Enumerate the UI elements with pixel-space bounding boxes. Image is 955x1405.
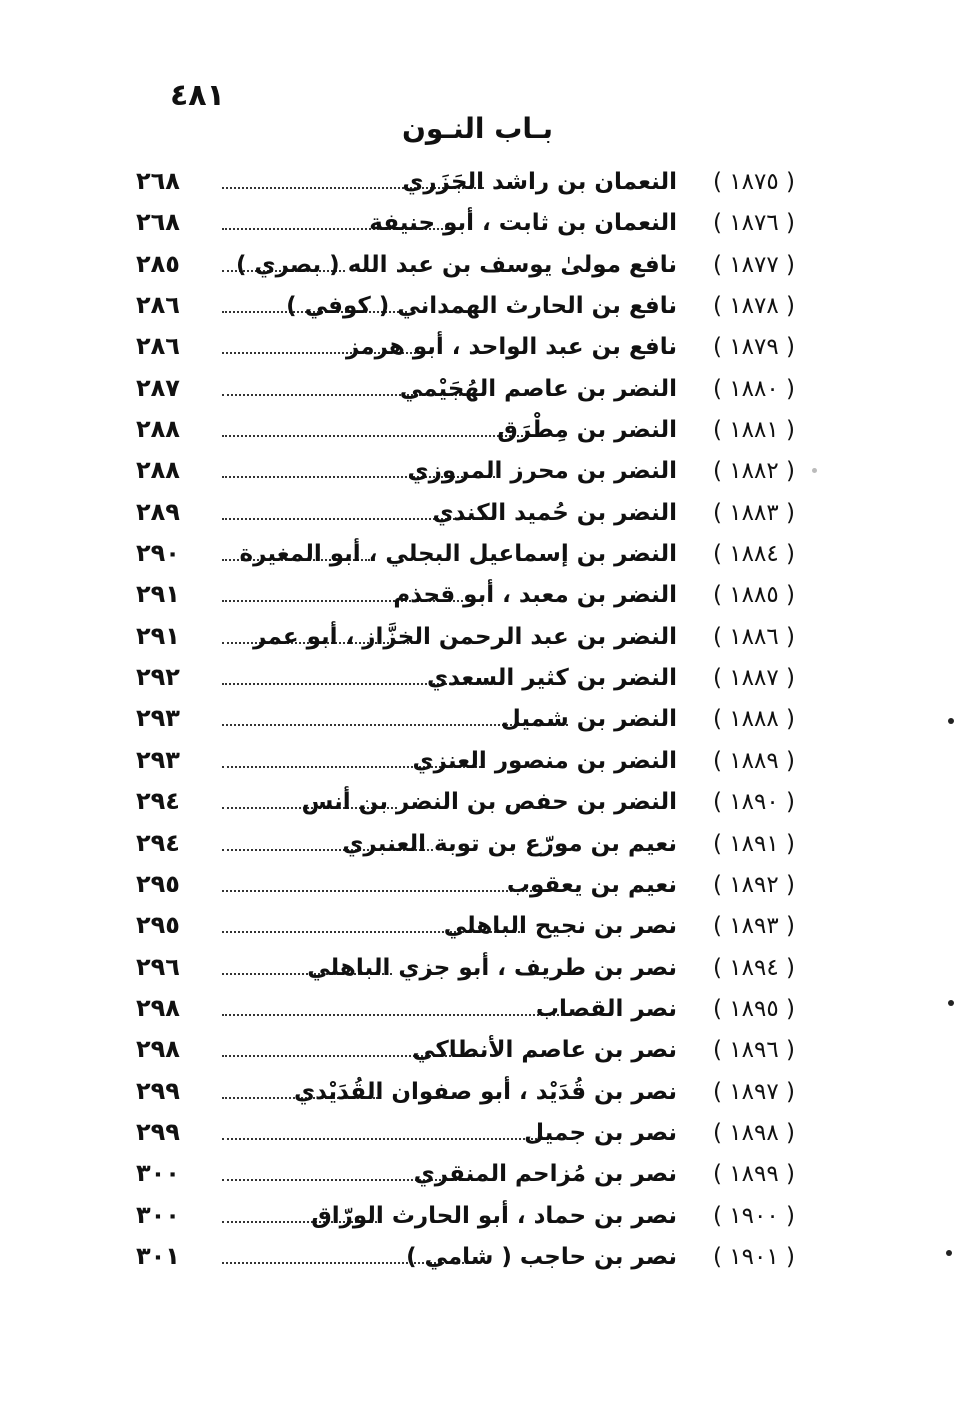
index-entry <box>0 537 955 578</box>
entry-page-number: ٢٨٩ <box>136 497 180 526</box>
entry-name: النضر بن محرز المروزي <box>407 458 677 485</box>
entry-name: نصر بن حاجب ( شامي ) <box>406 1243 677 1270</box>
index-entry <box>0 165 955 206</box>
entry-page-number: ٢٨٦ <box>136 332 180 361</box>
entry-number: ( ١٨٩٠ ) <box>712 789 795 816</box>
entry-name: النضر بن عبد الرحمن الخزَّاز ، أبو عمر <box>253 623 677 650</box>
index-entry <box>0 1240 955 1281</box>
index-entry <box>0 578 955 619</box>
entry-name: النضر بن معبد ، أبو قحذم <box>393 582 677 609</box>
entry-name: نصر بن حماد ، أبو الحارث الورّاق <box>311 1202 677 1229</box>
entry-name: النضر بن شميل <box>500 706 677 733</box>
page-number: ٤٨١ <box>170 78 225 113</box>
entry-number: ( ١٨٧٦ ) <box>712 210 795 237</box>
index-entry <box>0 620 955 661</box>
entry-number: ( ١٨٨٣ ) <box>712 499 795 526</box>
entry-number: ( ١٨٨٤ ) <box>712 541 795 568</box>
entry-number: ( ١٨٧٥ ) <box>712 169 795 195</box>
entry-number: ( ١٨٩١ ) <box>712 830 795 857</box>
entry-page-number: ٢٩٠ <box>136 539 180 568</box>
entry-name: النضر بن إسماعيل البجلي ، أبو المغيرة <box>239 541 677 568</box>
entry-number: ( ١٨٩٨ ) <box>712 1119 795 1146</box>
entry-number: ( ١٩٠١ ) <box>712 1243 795 1270</box>
entry-page-number: ٢٩٣ <box>136 745 180 774</box>
entry-page-number: ٢٩٢ <box>136 663 180 692</box>
index-entries <box>0 165 955 1281</box>
entry-number: ( ١٨٨٧ ) <box>712 665 795 692</box>
index-entry <box>0 289 955 330</box>
entry-name: نصر بن نجيح الباهلي <box>443 913 677 940</box>
entry-page-number: ٢٩٣ <box>136 704 180 733</box>
entry-name: نصر بن قُدَيْد ، أبو صفوان القُدَيْدي <box>293 1078 677 1105</box>
entry-number: ( ١٨٩٥ ) <box>712 995 795 1022</box>
entry-number: ( ١٨٨١ ) <box>712 417 795 444</box>
entry-page-number: ٢٩٩ <box>136 1076 180 1105</box>
entry-name: نصر بن طريف ، أبو جزي الباهلي <box>307 954 677 981</box>
entry-name: النضر بن مِطْرَق <box>497 417 677 444</box>
index-entry <box>0 454 955 495</box>
index-entry <box>0 951 955 992</box>
entry-page-number: ٣٠٠ <box>136 1159 180 1188</box>
entry-name: النضر بن كثير السعدي <box>427 665 677 692</box>
dot-leader <box>222 435 542 437</box>
entry-page-number: ٢٩٦ <box>136 952 180 981</box>
entry-page-number: ٢٩١ <box>136 621 180 650</box>
margin-mark <box>948 718 954 724</box>
entry-name: النعمان بن ثابت ، أبو حنيفة <box>369 210 677 237</box>
entry-number: ( ١٨٩٩ ) <box>712 1161 795 1188</box>
entry-name: نافع بن الحارث الهمداني ( كوفي ) <box>286 293 677 320</box>
index-entry <box>0 496 955 537</box>
entry-page-number: ٢٨٧ <box>136 373 180 402</box>
entry-page-number: ٢٦٨ <box>136 167 180 195</box>
entry-name: النضر بن منصور العنزي <box>412 747 677 774</box>
index-entry <box>0 1075 955 1116</box>
entry-page-number: ٢٨٦ <box>136 291 180 320</box>
index-entry <box>0 372 955 413</box>
entry-name: نصر بن جميل <box>524 1119 677 1146</box>
dot-leader <box>222 1014 567 1016</box>
margin-mark <box>948 1000 954 1006</box>
entry-number: ( ١٨٧٩ ) <box>712 334 795 361</box>
index-entry <box>0 827 955 868</box>
index-entry <box>0 992 955 1033</box>
entry-page-number: ٢٨٥ <box>136 249 180 278</box>
entry-page-number: ٣٠٠ <box>136 1200 180 1229</box>
index-entry <box>0 1033 955 1074</box>
entry-name: النضر بن حفص بن النضر بن أنس <box>301 789 677 816</box>
entry-name: النعمان بن راشد الجَزَري <box>402 169 677 195</box>
margin-mark <box>812 468 817 473</box>
index-entry <box>0 868 955 909</box>
index-entry <box>0 248 955 289</box>
entry-number: ( ١٨٩٦ ) <box>712 1037 795 1064</box>
entry-page-number: ٢٩٥ <box>136 911 180 940</box>
entry-page-number: ٢٩٩ <box>136 1117 180 1146</box>
index-entry <box>0 744 955 785</box>
entry-name: نعيم بن مورّع بن توبة العنبري <box>342 830 677 857</box>
chapter-title: بـاب النـون <box>401 112 554 145</box>
index-entry <box>0 909 955 950</box>
entry-number: ( ١٨٨٥ ) <box>712 582 795 609</box>
entry-name: نصر القصاب <box>535 995 677 1022</box>
entry-number: ( ١٨٨٦ ) <box>712 623 795 650</box>
entry-name: نافع بن عبد الواحد ، أبو هرمز <box>346 334 677 361</box>
entry-number: ( ١٩٠٠ ) <box>712 1202 795 1229</box>
entry-number: ( ١٨٩٤ ) <box>712 954 795 981</box>
index-entry <box>0 661 955 702</box>
index-entry <box>0 702 955 743</box>
index-entry <box>0 413 955 454</box>
entry-page-number: ٢٦٨ <box>136 208 180 237</box>
entry-number: ( ١٨٨٨ ) <box>712 706 795 733</box>
entry-name: نصر بن عاصم الأنطاكي <box>412 1037 677 1064</box>
entry-number: ( ١٨٨٢ ) <box>712 458 795 485</box>
entry-page-number: ٣٠١ <box>136 1241 180 1270</box>
dot-leader <box>222 1138 573 1140</box>
index-entry <box>0 1199 955 1240</box>
entry-page-number: ٢٩٨ <box>136 993 180 1022</box>
entry-page-number: ٢٩٨ <box>136 1035 180 1064</box>
entry-page-number: ٢٩٥ <box>136 869 180 898</box>
entry-number: ( ١٨٨٩ ) <box>712 747 795 774</box>
entry-page-number: ٢٩٤ <box>136 787 180 816</box>
index-entry <box>0 330 955 371</box>
entry-page-number: ٢٨٨ <box>136 456 180 485</box>
entry-number: ( ١٨٨٠ ) <box>712 375 795 402</box>
entry-name: نافع مولىٰ يوسف بن عبد الله ( بصري ) <box>235 251 677 278</box>
margin-mark <box>946 1250 952 1256</box>
entry-number: ( ١٨٩٧ ) <box>712 1078 795 1105</box>
entry-name: نعيم بن يعقوب <box>506 871 677 898</box>
entry-page-number: ٢٨٨ <box>136 415 180 444</box>
entry-number: ( ١٨٩٣ ) <box>712 913 795 940</box>
entry-name: النضر بن عاصم الهُجَيْمي <box>399 375 677 402</box>
index-entry <box>0 1116 955 1157</box>
entry-number: ( ١٨٩٢ ) <box>712 871 795 898</box>
entry-page-number: ٢٩١ <box>136 580 180 609</box>
index-entry <box>0 785 955 826</box>
entry-name: نصر بن مُزاحم المنقري <box>413 1161 677 1188</box>
dot-leader <box>222 890 544 892</box>
entry-page-number: ٢٩٤ <box>136 828 180 857</box>
index-entry <box>0 206 955 247</box>
entry-name: النضر بن حُميد الكندي <box>432 499 677 526</box>
entry-number: ( ١٨٧٧ ) <box>712 251 795 278</box>
entry-number: ( ١٨٧٨ ) <box>712 293 795 320</box>
index-entry <box>0 1157 955 1198</box>
